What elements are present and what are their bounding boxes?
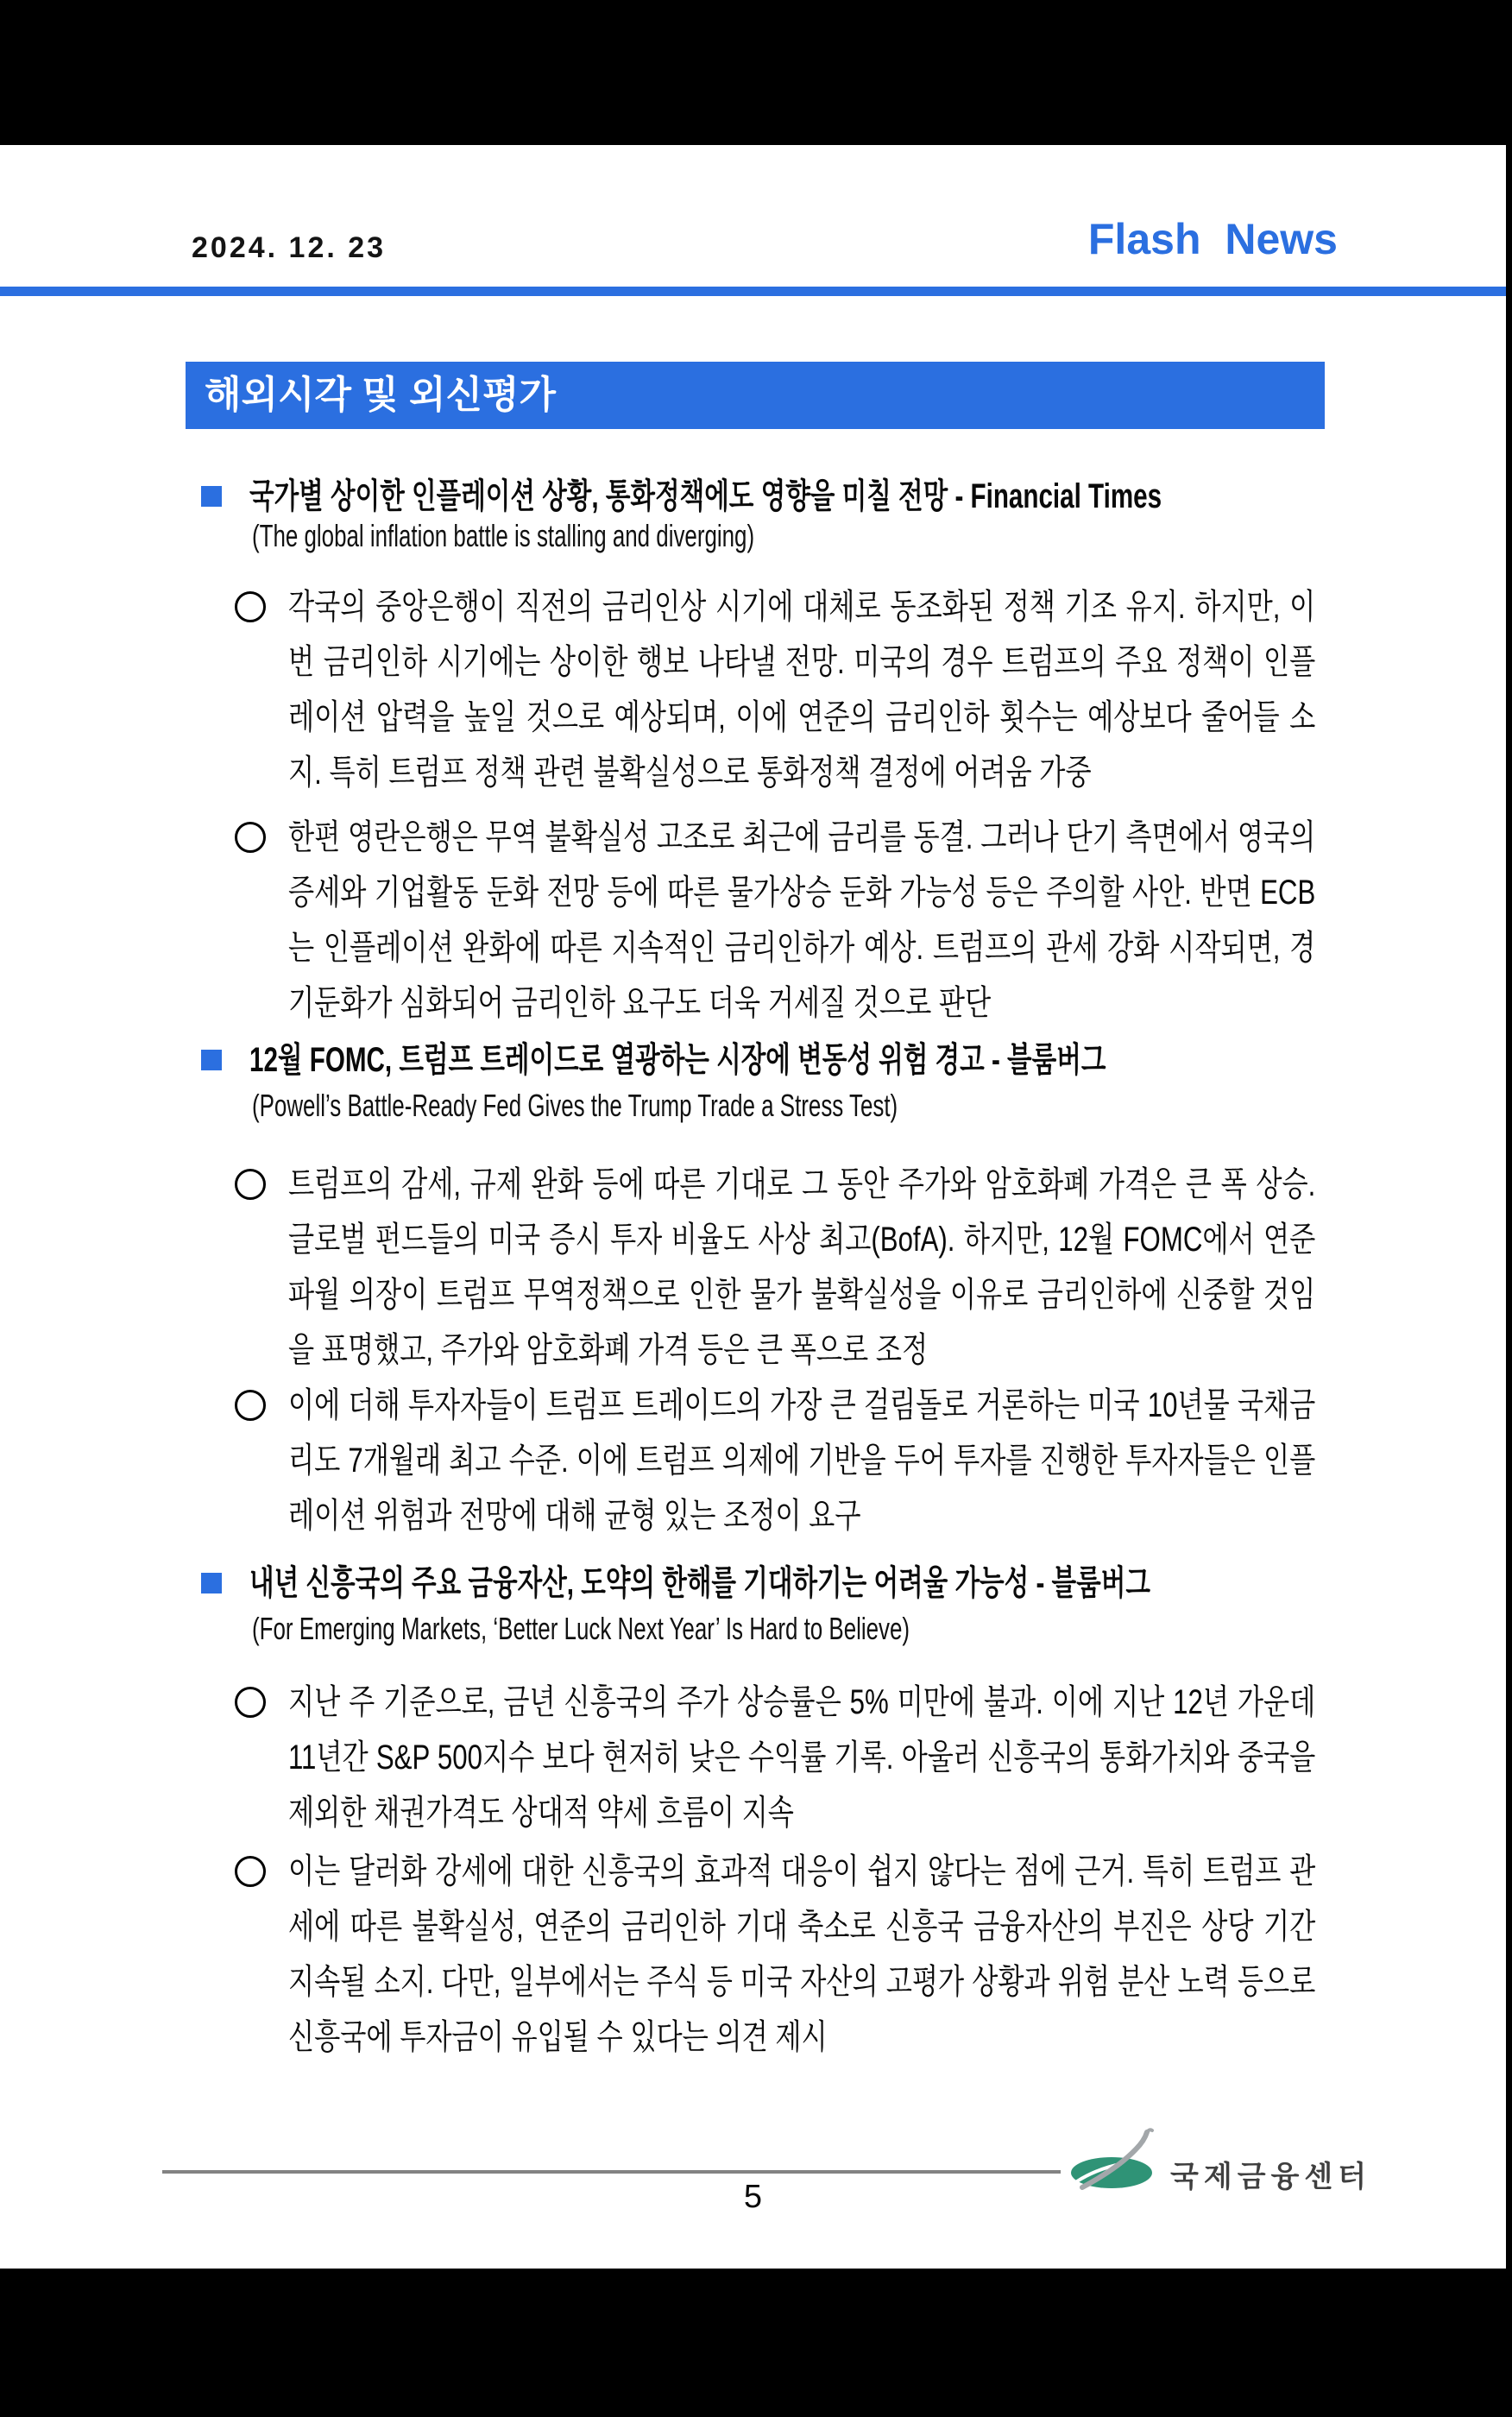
bullet-paragraph [235,1157,1512,1378]
square-bullet-icon [201,486,222,507]
section-title: 국가별 상이한 인플레이션 상황, 통화정책에도 영향을 미칠 전망 - Financial Times [249,477,1162,515]
paragraph-text: 이는 달러화 강세에 대한 신흥국의 효과적 대응이 쉽지 않다는 점에 근거. 특히 트럼프 관세에 따른 불확실성, 연준의 금리인하 기대 축소로 신흥국 금융자산의 부진은 상당 기간 지속될 소지. 다만, 일부에서는 주식 등 미국 자산의 고평가 상황과 위험 분산 노력 등으로 신흥국에 투자금이 유입될 수 있다는 의견 제시 [288,1852,1316,2056]
section-heading [201,1038,1407,1082]
section-subtitle-en: (For Emerging Markets, ‘Better Luck Next Year’ Is Hard to Believe) [252,1611,910,1646]
footer-divider [162,2170,1061,2174]
section-banner [186,362,1325,429]
paragraph-text: 이에 더해 투자자들이 트럼프 트레이드의 가장 큰 걸림돌로 거론하는 미국 10년물 국채금리도 7개월래 최고 수준. 이에 트럼프 의제에 기반을 두어 투자를 진행한 투자자들은 인플레이션 위험과 전망에 대해 균형 있는 조정이 요구 [288,1386,1316,1535]
circle-bullet-icon [235,1856,266,1887]
circle-bullet-icon [235,1390,266,1421]
paragraph-text: 각국의 중앙은행이 직전의 금리인상 시기에 대체로 동조화된 정책 기조 유지. 하지만, 이번 금리인하 시기에는 상이한 행보 나타낼 전망. 미국의 경우 트럼프의 주요 정책이 인플레이션 압력을 높일 것으로 예상되며, 이에 연준의 금리인하 횟수는 예상보다 줄어들 소지. 특히 트럼프 정책 관련 불확실성으로 통화정책 결정에 어려움 가중 [288,588,1316,792]
section-subtitle-en: (The global inflation battle is stalling and diverging) [252,518,755,553]
paragraph-text: 지난 주 기준으로, 금년 신흥국의 주가 상승률은 5% 미만에 불과. 이에 지난 12년 가운데 11년간 S&P 500지수 보다 현저히 낮은 수익률 기록. 아울러 신흥국의 통화가치와 중국을 제외한 채권가격도 상대적 약세 흐름이 지속 [288,1683,1316,1832]
bullet-paragraph [235,1378,1512,1543]
page-number: 5 [743,2179,763,2215]
section-heading [201,1561,1467,1606]
bullet-paragraph [235,1675,1512,1840]
bullet-paragraph [235,579,1512,800]
square-bullet-icon [201,1050,222,1070]
paragraph-text: 한편 영란은행은 무역 불확실성 고조로 최근에 금리를 동결. 그러나 단기 측면에서 영국의 증세와 기업활동 둔화 전망 등에 따른 물가상승 둔화 가능성 등은 주의할 사안. 반면 ECB는 인플레이션 완화에 따른 지속적인 금리인하가 예상. 트럼프의 관세 강화 시작되면, 경기둔화가 심화되어 금리인하 요구도 더욱 거세질 것으로 판단 [288,818,1316,1022]
section-title: 내년 신흥국의 주요 금융자산, 도약의 한해를 기대하기는 어려울 가능성 - 블룸버그 [249,1564,1150,1602]
circle-bullet-icon [235,1169,266,1200]
circle-bullet-icon [235,591,266,622]
bullet-paragraph [235,810,1512,1031]
paragraph-text: 트럼프의 감세, 규제 완화 등에 따른 기대로 그 동안 주가와 암호화폐 가격은 큰 폭 상승. 글로벌 펀드들의 미국 증시 투자 비율도 사상 최고(BofA). 하지만, 12월 FOMC에서 연준 파월 의장이 트럼프 무역정책으로 인한 물가 불확실성을 이유로 금리인하에 신중할 것임을 표명했고, 주가와 암호화폐 가격 등은 큰 폭으로 조정 [288,1165,1316,1369]
document-page [0,145,1506,2269]
circle-bullet-icon [235,1687,266,1718]
header-divider [0,287,1506,296]
square-bullet-icon [201,1573,222,1593]
report-title: Flash News [1087,215,1338,263]
report-date: 2024. 12. 23 [192,231,387,264]
circle-bullet-icon [235,822,266,853]
section-heading [201,474,1482,519]
section-banner-title: 해외시각 및 외신평가 [205,374,556,416]
section-subtitle-en: (Powell’s Battle-Ready Fed Gives the Trump Trade a Stress Test) [252,1088,898,1123]
footer-organization: 국제금융센터 [1170,2161,1372,2193]
bullet-paragraph [235,1844,1512,2065]
section-title: 12월 FOMC, 트럼프 트레이드로 열광하는 시장에 변동성 위험 경고 - 블룸버그 [249,1041,1106,1079]
